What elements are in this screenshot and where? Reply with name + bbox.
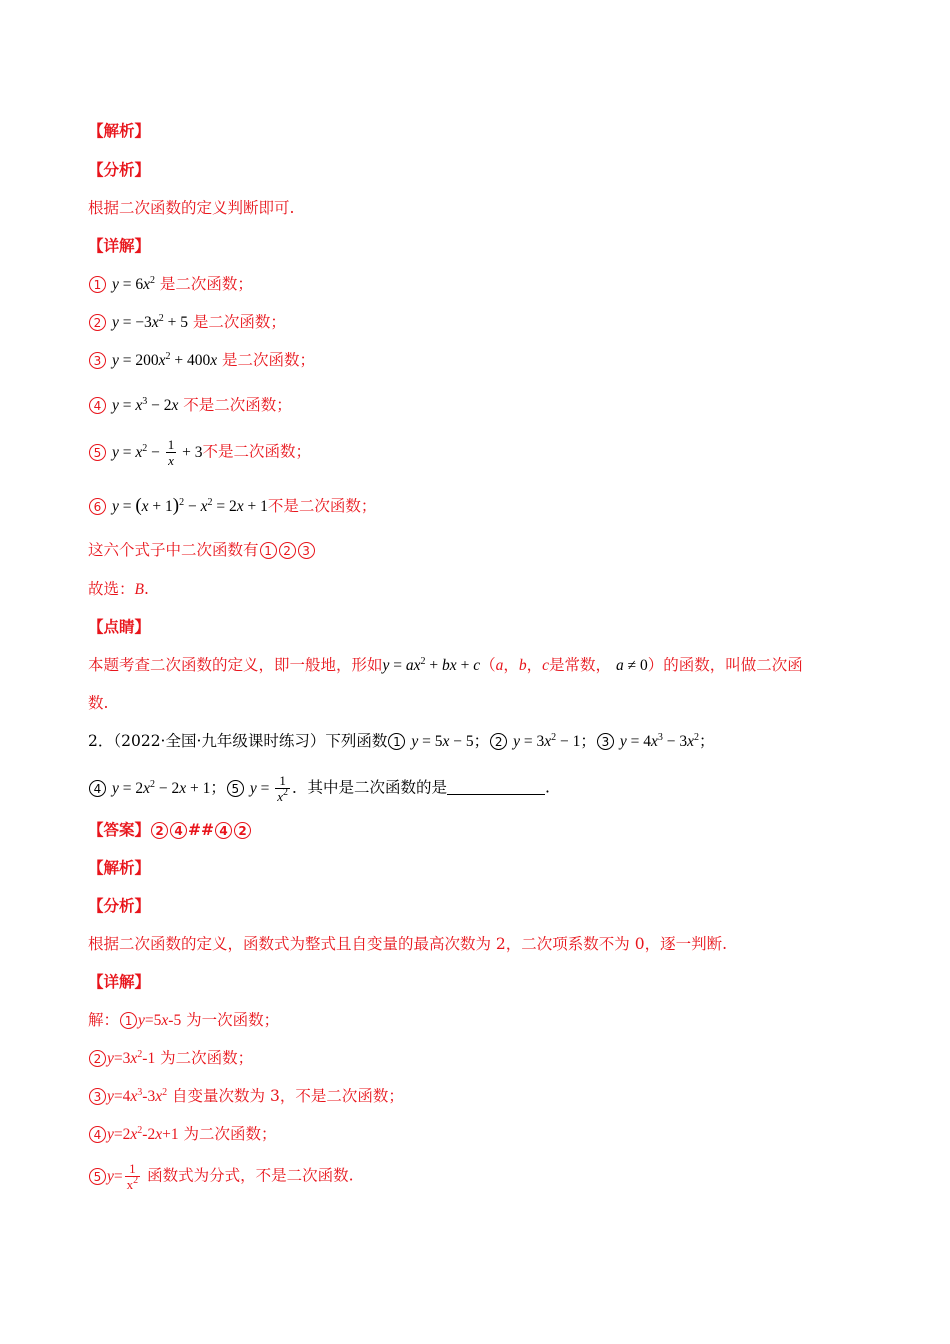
line-suffix: 函数式为分式，不是二次函数. bbox=[147, 1166, 354, 1185]
answer-blank bbox=[447, 779, 545, 795]
summary-text: 这六个式子中二次函数有 bbox=[88, 541, 259, 559]
formula: $y = 6x^2$ bbox=[111, 275, 155, 293]
circled-number: 2 bbox=[234, 822, 251, 839]
circled-number: 1 bbox=[89, 276, 106, 293]
solution-line-2 bbox=[88, 1047, 253, 1070]
solution-line-4 bbox=[88, 1123, 277, 1146]
formula: $y = 4x^3 - 3x^2$ bbox=[619, 732, 699, 750]
question-2-line1: 2．（2022·全国·九年级课时练习）下列函数 1 y = 5x − 5； 2 $y = 3x^2 - 1$； 3 $y = 4x^3 - 3x^2$； bbox=[88, 732, 715, 750]
formula: y = 5x − 5 bbox=[411, 733, 474, 750]
formula: $y = ax^2$ + bx + c bbox=[382, 656, 481, 674]
circled-number: 6 bbox=[89, 498, 106, 515]
formula: y = $\frac{1}{x^2}$ bbox=[249, 773, 288, 804]
dianjing-text-line2: 数. bbox=[88, 694, 109, 712]
formula: $y = 2x^2 - 2x + 1$ bbox=[111, 778, 211, 797]
dianjing-tag: 【点睛】 bbox=[88, 617, 151, 636]
summary-line bbox=[88, 539, 316, 561]
line-suffix: 为二次函数； bbox=[160, 1049, 254, 1067]
circled-number: 5 bbox=[89, 444, 106, 461]
circled-number: 5 bbox=[89, 1168, 106, 1185]
fenxi-text: 根据二次函数的定义判断即可. bbox=[88, 199, 295, 217]
circled-number: 4 bbox=[89, 397, 106, 414]
choice-suffix: . bbox=[143, 580, 149, 598]
question-prefix: 2．（2022·全国·九年级课时练习）下列函数 bbox=[88, 732, 388, 750]
answer-tag: 【答案】 bbox=[88, 820, 151, 839]
solution-line-3 bbox=[88, 1085, 404, 1108]
dianjing-text-line1 bbox=[88, 654, 803, 677]
dianjing-text-a: 本题考查二次函数的定义，即一般地，形如 bbox=[88, 656, 383, 674]
solution-line-5 bbox=[88, 1162, 354, 1192]
circled-number: 1 bbox=[120, 1012, 137, 1029]
circled-number: 4 bbox=[215, 822, 232, 839]
constants: a，b，c bbox=[495, 657, 550, 674]
formula: $y = x^2$ − $\frac{1}{x}$ + 3 bbox=[111, 437, 203, 468]
item-suffix: 是二次函数； bbox=[222, 351, 316, 369]
choice-prefix: 故选： bbox=[88, 580, 135, 598]
formula: $y = (x + 1)^2 - x^2 = 2x + 1$ bbox=[111, 495, 268, 516]
item-suffix: 不是二次函数； bbox=[202, 442, 311, 461]
circled-number: 3 bbox=[298, 542, 315, 559]
formula: y= $\frac{1}{x^2}$ bbox=[107, 1161, 139, 1192]
solution-line-1 bbox=[88, 1009, 279, 1032]
analysis-tag-2: 【解析】 bbox=[88, 858, 151, 877]
line-suffix: 为一次函数； bbox=[186, 1011, 280, 1029]
formula: $y=4x^3-3x^2$ bbox=[107, 1087, 168, 1105]
question-2-line2: 4 $y = 2x^2 - 2x + 1$； 5 y = $\frac{1}{x^2}$ ．其中是二次函数的是 . bbox=[88, 774, 550, 804]
circled-number: 5 bbox=[227, 780, 244, 797]
detail-tag-2: 【详解】 bbox=[88, 972, 151, 991]
fenxi-tag: 【分析】 bbox=[88, 160, 151, 179]
answer-line bbox=[88, 819, 252, 841]
formula: $y=2x^2-2x+1$ bbox=[107, 1125, 179, 1143]
circled-number: 3 bbox=[89, 352, 106, 369]
formula: $y = 3x^2 - 1$ bbox=[513, 732, 581, 750]
circled-number: 2 bbox=[89, 1050, 106, 1067]
end-mark: . bbox=[545, 778, 550, 797]
circled-number: 1 bbox=[388, 733, 405, 750]
line-suffix: 为二次函数； bbox=[183, 1125, 277, 1143]
circled-number: 2 bbox=[490, 733, 507, 750]
circled-number: 2 bbox=[279, 542, 296, 559]
circled-number: 1 bbox=[260, 542, 277, 559]
detail-item-3 bbox=[88, 349, 315, 372]
detail-item-6 bbox=[88, 495, 376, 518]
detail-item-2 bbox=[88, 311, 286, 334]
line-suffix: 自变量次数为 3，不是二次函数； bbox=[172, 1087, 404, 1105]
detail-tag: 【详解】 bbox=[88, 236, 151, 255]
formula: y=5x-5 bbox=[138, 1012, 182, 1029]
formula: $y = 200x^2 + 400x$ bbox=[111, 351, 218, 369]
circled-number: 4 bbox=[170, 822, 187, 839]
detail-item-1 bbox=[88, 273, 253, 296]
circled-number: 3 bbox=[89, 1088, 106, 1105]
item-suffix: 是二次函数； bbox=[159, 275, 253, 293]
detail-item-5 bbox=[88, 438, 311, 468]
choice-letter: B bbox=[134, 581, 144, 598]
item-suffix: 不是二次函数； bbox=[267, 497, 377, 515]
circled-number: 4 bbox=[89, 1126, 106, 1143]
question-end: ．其中是二次函数的是 bbox=[291, 778, 447, 797]
detail-item-4 bbox=[88, 394, 292, 417]
analysis-tag: 【解析】 bbox=[88, 121, 151, 140]
formula: a ≠ 0 bbox=[615, 657, 648, 674]
answer-separator: ## bbox=[188, 820, 214, 839]
formula: $y=3x^2-1$ bbox=[107, 1049, 156, 1067]
choice-line bbox=[88, 578, 149, 601]
item-suffix: 不是二次函数； bbox=[183, 396, 292, 414]
dianjing-text-d: ）的函数，叫做二次函 bbox=[647, 656, 803, 674]
circled-number: 3 bbox=[597, 733, 614, 750]
dianjing-text-c: 是常数， bbox=[549, 656, 612, 674]
circled-number: 2 bbox=[151, 822, 168, 839]
formula: $y = -3x^2 + 5$ bbox=[111, 313, 188, 331]
fenxi-tag-2: 【分析】 bbox=[88, 896, 151, 915]
item-suffix: 是二次函数； bbox=[192, 313, 286, 331]
formula: $y = x^3 - 2x$ bbox=[111, 396, 179, 414]
circled-number: 2 bbox=[89, 314, 106, 331]
dianjing-text-b: （ bbox=[480, 656, 496, 674]
jie-label: 解： bbox=[88, 1011, 120, 1029]
fenxi-text-2: 根据二次函数的定义，函数式为整式且自变量的最高次数为 2，二次项系数不为 0，逐一判断. bbox=[88, 935, 728, 953]
circled-number: 4 bbox=[89, 780, 106, 797]
